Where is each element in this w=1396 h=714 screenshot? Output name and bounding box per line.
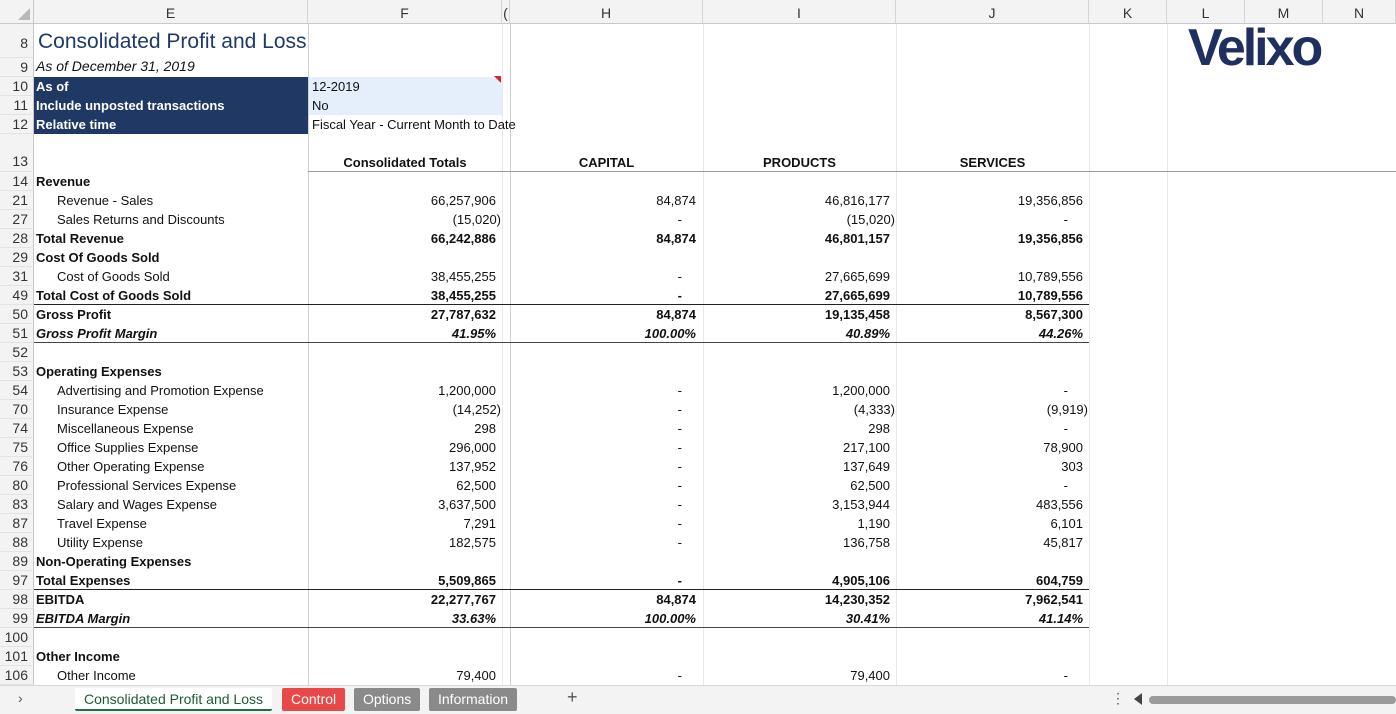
header-rule — [308, 171, 1396, 172]
value-cell[interactable]: - — [677, 212, 682, 227]
param-label-relative-time: Relative time — [34, 115, 308, 134]
row-header[interactable]: 10 — [0, 77, 34, 96]
line-label: Sales Returns and Discounts — [57, 212, 225, 227]
value-cell[interactable]: - — [677, 668, 682, 683]
velixo-logo: Velixo — [1188, 19, 1321, 77]
value-cell[interactable]: 62,500 — [456, 478, 496, 493]
value-cell[interactable]: 137,649 — [843, 459, 890, 474]
value-cell[interactable]: 27,665,699 — [824, 269, 890, 284]
value-cell[interactable]: 483,556 — [1036, 497, 1083, 512]
value-cell[interactable]: - — [677, 440, 682, 455]
row-header[interactable]: 97 — [0, 571, 34, 590]
value-cell[interactable]: 100.00% — [644, 326, 696, 341]
more-options-icon[interactable]: ⋮ — [1111, 690, 1125, 706]
value-cell[interactable]: 1,190 — [857, 516, 890, 531]
value-cell[interactable]: 84,874 — [656, 231, 696, 246]
value-cell[interactable]: - — [677, 573, 682, 588]
row-header[interactable]: 28 — [0, 229, 34, 248]
value-cell[interactable]: 217,100 — [843, 440, 890, 455]
line-label: Miscellaneous Expense — [57, 421, 194, 436]
value-cell[interactable]: - — [1063, 383, 1068, 398]
report-title: Consolidated Profit and Loss — [38, 30, 307, 53]
value-cell[interactable]: 8,567,300 — [1025, 307, 1083, 322]
row-header[interactable]: 70 — [0, 400, 34, 419]
column-header-h[interactable]: H — [510, 0, 703, 24]
line-label: Total Cost of Goods Sold — [36, 288, 192, 303]
value-cell[interactable]: 38,455,255 — [430, 288, 496, 303]
value-cell[interactable]: - — [677, 478, 682, 493]
value-cell[interactable]: 84,874 — [656, 592, 696, 607]
row-header[interactable]: 13 — [0, 134, 34, 172]
value-cell[interactable]: (9,919) — [1046, 402, 1088, 417]
select-all-icon — [18, 8, 30, 20]
row-header[interactable]: 87 — [0, 514, 34, 533]
section-label: Revenue — [36, 174, 91, 189]
value-cell[interactable]: - — [677, 288, 682, 303]
section-label: Other Income — [36, 649, 120, 664]
row-header[interactable]: 74 — [0, 419, 34, 438]
row-header[interactable]: 89 — [0, 552, 34, 571]
value-cell[interactable]: 38,455,255 — [430, 269, 496, 284]
col-heading-capital: CAPITAL — [578, 155, 635, 170]
row-header[interactable]: 54 — [0, 381, 34, 400]
value-cell[interactable]: 1,200,000 — [438, 383, 496, 398]
select-all-corner[interactable] — [0, 0, 34, 24]
value-cell[interactable]: 33.63% — [451, 611, 496, 626]
column-header-f[interactable]: F — [308, 0, 502, 24]
value-cell[interactable]: 78,900 — [1043, 440, 1083, 455]
value-cell[interactable]: 45,817 — [1043, 535, 1083, 550]
value-cell[interactable]: 41.14% — [1038, 611, 1083, 626]
value-cell[interactable]: 136,758 — [843, 535, 890, 550]
value-cell[interactable]: 7,291 — [463, 516, 496, 531]
value-cell[interactable]: 100.00% — [644, 611, 696, 626]
gridline — [1167, 24, 1168, 685]
row-header[interactable]: 52 — [0, 343, 34, 362]
value-cell[interactable]: 79,400 — [456, 668, 496, 683]
value-cell[interactable]: (15,020) — [846, 212, 895, 227]
row-header[interactable]: 98 — [0, 590, 34, 609]
column-header-j[interactable]: J — [896, 0, 1089, 24]
value-cell[interactable]: 303 — [1061, 459, 1083, 474]
value-cell[interactable]: 19,356,856 — [1017, 193, 1083, 208]
line-label: Advertising and Promotion Expense — [57, 383, 264, 398]
value-cell[interactable]: 182,575 — [449, 535, 496, 550]
value-cell[interactable]: 27,787,632 — [430, 307, 496, 322]
value-cell[interactable]: 3,637,500 — [438, 497, 496, 512]
value-cell[interactable]: 41.95% — [451, 326, 496, 341]
line-label: Insurance Expense — [57, 402, 169, 417]
value-cell[interactable]: 19,356,856 — [1017, 231, 1083, 246]
value-cell[interactable]: 1,200,000 — [832, 383, 890, 398]
gridline — [1089, 24, 1090, 685]
value-cell[interactable]: 19,135,458 — [824, 307, 890, 322]
value-cell[interactable]: 40.89% — [845, 326, 890, 341]
row-header[interactable]: 50 — [0, 305, 34, 324]
value-cell[interactable]: - — [677, 383, 682, 398]
value-cell[interactable]: 84,874 — [656, 193, 696, 208]
value-cell[interactable]: 14,230,352 — [824, 592, 890, 607]
value-cell[interactable]: - — [677, 535, 682, 550]
tab-information[interactable]: Information — [429, 688, 517, 711]
row-header[interactable]: 101 — [0, 647, 34, 666]
row-header[interactable]: 12 — [0, 115, 34, 134]
value-cell[interactable]: 10,789,556 — [1017, 288, 1083, 303]
comment-indicator-icon — [494, 76, 501, 83]
value-cell[interactable]: - — [677, 459, 682, 474]
value-cell[interactable]: 298 — [474, 421, 496, 436]
col-heading-products: PRODUCTS — [763, 155, 836, 170]
report-subtitle: As of December 31, 2019 — [36, 58, 195, 74]
row-header[interactable]: 51 — [0, 324, 34, 343]
value-cell[interactable]: 5,509,865 — [438, 573, 496, 588]
col-heading-consolidated: Consolidated Totals — [343, 155, 467, 170]
value-cell[interactable]: 62,500 — [850, 478, 890, 493]
param-value-unposted[interactable]: No — [309, 96, 502, 115]
line-label: Office Supplies Expense — [57, 440, 199, 455]
row-header[interactable]: 49 — [0, 286, 34, 305]
tab-options[interactable]: Options — [354, 688, 420, 711]
column-header-e[interactable]: E — [34, 0, 308, 24]
value-cell[interactable]: 137,952 — [449, 459, 496, 474]
column-header-g[interactable]: ( — [502, 0, 510, 24]
row-header[interactable]: 9 — [0, 58, 34, 77]
line-label: Total Expenses — [36, 573, 131, 588]
line-label: Travel Expense — [57, 516, 147, 531]
value-cell[interactable]: (15,020) — [452, 212, 501, 227]
tab-control[interactable]: Control — [282, 688, 345, 711]
value-cell[interactable]: 298 — [868, 421, 890, 436]
line-label: Other Income — [57, 668, 136, 683]
row-header[interactable]: 88 — [0, 533, 34, 552]
column-header-l[interactable]: L — [1167, 0, 1245, 24]
value-cell[interactable]: - — [677, 269, 682, 284]
param-value-as-of[interactable]: 12-2019 — [309, 77, 502, 96]
value-cell[interactable]: (14,252) — [452, 402, 501, 417]
column-header-n[interactable]: N — [1323, 0, 1396, 24]
line-label: EBITDA — [36, 592, 85, 607]
line-label: EBITDA Margin — [36, 611, 131, 626]
line-label: Revenue - Sales — [57, 193, 154, 208]
value-cell[interactable]: - — [677, 497, 682, 512]
section-label: Cost Of Goods Sold — [36, 250, 160, 265]
sheet-tab-bar — [0, 685, 1396, 714]
value-cell[interactable]: - — [1063, 668, 1068, 683]
value-cell[interactable]: 84,874 — [656, 307, 696, 322]
row-header[interactable]: 27 — [0, 210, 34, 229]
row-header[interactable]: 80 — [0, 476, 34, 495]
tab-consolidated-profit-and-loss[interactable]: Consolidated Profit and Loss — [75, 688, 272, 711]
value-cell[interactable]: 66,242,886 — [430, 231, 496, 246]
value-cell[interactable]: - — [1063, 421, 1068, 436]
section-label: Non-Operating Expenses — [36, 554, 192, 569]
value-cell[interactable]: 27,665,699 — [824, 288, 890, 303]
column-header-k[interactable]: K — [1089, 0, 1167, 24]
section-label: Operating Expenses — [36, 364, 162, 379]
value-cell[interactable]: (4,333) — [853, 402, 895, 417]
line-label: Total Revenue — [36, 231, 124, 246]
column-header-m[interactable]: M — [1245, 0, 1323, 24]
value-cell[interactable]: 46,801,157 — [824, 231, 890, 246]
row-header[interactable]: 31 — [0, 267, 34, 286]
row-header[interactable]: 29 — [0, 248, 34, 267]
row-header[interactable]: 100 — [0, 628, 34, 647]
row-header[interactable]: 21 — [0, 191, 34, 210]
value-cell[interactable]: - — [677, 516, 682, 531]
value-cell[interactable]: - — [677, 402, 682, 417]
value-cell[interactable]: 46,816,177 — [824, 193, 890, 208]
value-cell[interactable]: 6,101 — [1050, 516, 1083, 531]
row-header[interactable]: 14 — [0, 172, 34, 191]
scroll-left-icon[interactable] — [1134, 693, 1142, 705]
value-cell[interactable]: 3,153,944 — [832, 497, 890, 512]
line-label: Other Operating Expense — [57, 459, 205, 474]
horizontal-scrollbar[interactable] — [1149, 696, 1396, 704]
line-label: Professional Services Expense — [57, 478, 237, 493]
chevron-right-icon[interactable]: › — [18, 690, 23, 706]
value-cell[interactable]: 7,962,541 — [1025, 592, 1083, 607]
total-rule — [34, 627, 1089, 628]
row-header[interactable]: 11 — [0, 96, 34, 115]
line-label: Salary and Wages Expense — [57, 497, 217, 512]
row-header[interactable]: 8 — [0, 24, 34, 58]
add-sheet-button[interactable]: + — [567, 687, 578, 707]
line-label: Gross Profit — [36, 307, 112, 322]
row-header[interactable]: 75 — [0, 438, 34, 457]
row-header[interactable]: 106 — [0, 666, 34, 685]
value-cell[interactable]: 66,257,906 — [430, 193, 496, 208]
value-cell[interactable]: 10,789,556 — [1017, 269, 1083, 284]
line-label: Cost of Goods Sold — [57, 269, 170, 284]
param-label-unposted: Include unposted transactions — [34, 96, 308, 115]
row-header[interactable]: 83 — [0, 495, 34, 514]
row-header[interactable]: 99 — [0, 609, 34, 628]
value-cell[interactable]: 296,000 — [449, 440, 496, 455]
row-header[interactable]: 53 — [0, 362, 34, 381]
value-cell[interactable]: - — [677, 421, 682, 436]
value-cell[interactable]: 604,759 — [1036, 573, 1083, 588]
param-label-as-of: As of — [34, 77, 308, 96]
value-cell[interactable]: 79,400 — [850, 668, 890, 683]
value-cell[interactable]: 44.26% — [1038, 326, 1083, 341]
line-label: Utility Expense — [57, 535, 143, 550]
param-value-relative-time[interactable]: Fiscal Year - Current Month to Date — [312, 117, 516, 132]
value-cell[interactable]: - — [1063, 212, 1068, 227]
line-label: Gross Profit Margin — [36, 326, 158, 341]
value-cell[interactable]: 30.41% — [845, 611, 890, 626]
column-header-i[interactable]: I — [703, 0, 896, 24]
col-heading-services: SERVICES — [959, 155, 1026, 170]
value-cell[interactable]: - — [1063, 478, 1068, 493]
value-cell[interactable]: 22,277,767 — [430, 592, 496, 607]
total-rule — [34, 342, 1089, 343]
value-cell[interactable]: 4,905,106 — [832, 573, 890, 588]
row-header[interactable]: 76 — [0, 457, 34, 476]
